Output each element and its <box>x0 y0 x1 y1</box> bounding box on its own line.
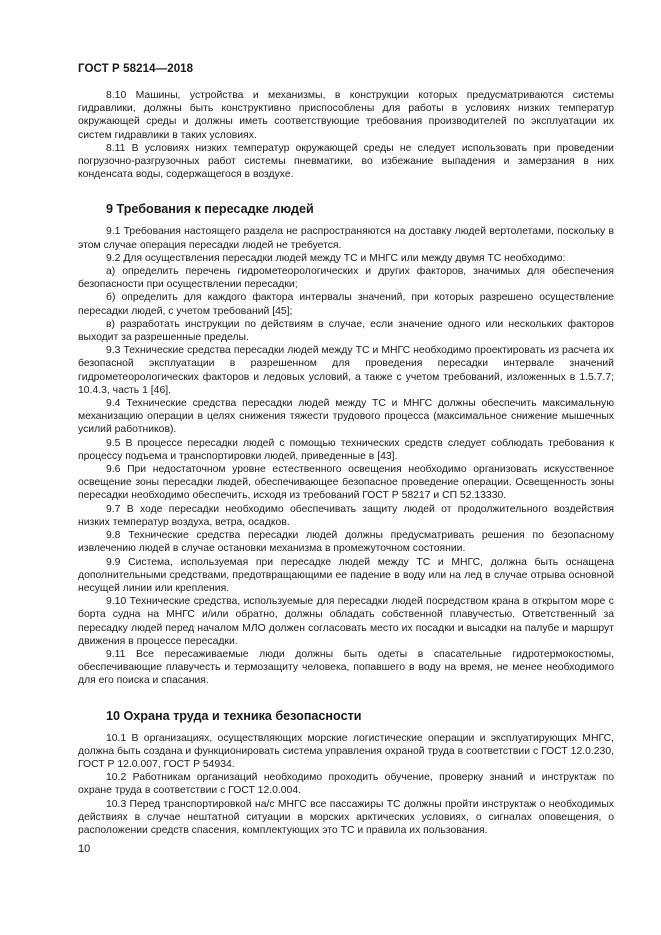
document-body <box>78 89 614 837</box>
paragraph-9-3: 9.3 Технические средства пересадки людей между ТС и МНГС необходимо проектировать из расчета их безопасной эксплуатации в разрешенном для проведения пересадки интервале значений гидрометеорологических факторов и ледовых условий, а также с учетом требований, изложенных в 1.5.7.7; 10.4.3, часть 1 [46]. <box>78 345 614 396</box>
paragraph-10-1: 10.1 В организациях, осуществляющих морские логистические операции и эксплуатирующих МНГС, должна быть создана и функционировать система управления охраной труда в соответствии с ГОСТ 12.0.230, ГОСТ Р 12.0.007, ГОСТ Р 54934. <box>78 732 614 770</box>
paragraph-9-8: 9.8 Технические средства пересадки людей должны предусматривать решения по безопасному извлечению людей в случае остановки механизма в промежуточном состоянии. <box>78 530 614 555</box>
paragraph-9-1: 9.1 Требования настоящего раздела не распространяются на доставку людей вертолетами, поскольку в этом случае операция пересадки людей не требуется. <box>78 226 614 251</box>
list-item-9-2-b: б) определить для каждого фактора интервалы значений, при которых разрешено осуществление пересадки людей, с учетом требований [45]; <box>78 292 614 317</box>
paragraph-9-9: 9.9 Система, используемая при пересадке людей между ТС и МНГС, должна быть оснащена дополнительными средствами, предотвращающими ее падение в воду или на лед в случае отрыва основной несущей линии или крепления. <box>78 556 614 594</box>
section-10-heading: 10 Охрана труда и техника безопасности <box>106 708 362 723</box>
paragraph-9-6: 9.6 При недостаточном уровне естественного освещения необходимо организовать искусственное освещение зоны пересадки людей, обеспечивающее безопасное проведение операции. Освещенность зоны пересадки необходимо обеспечить, исходя из требований ГОСТ Р 58217 и СП 52.13330. <box>78 464 614 502</box>
paragraph-9-2: 9.2 Для осуществления пересадки людей между ТС и МНГС или между двумя ТС необходимо: <box>106 252 566 264</box>
paragraph-10-2: 10.2 Работникам организаций необходимо проходить обучение, проверку знаний и инструктаж по охране труда в соответствии с ГОСТ 12.0.004. <box>78 772 614 797</box>
list-item-9-2-c: в) разработать инструкции по действиям в случае, если значение одного или нескольких факторов выходит за разрешенные пределы. <box>78 318 614 344</box>
paragraph-9-7: 9.7 В ходе пересадки необходимо обеспечивать защиту людей от продолжительного воздействия низких температур воздуха, ветра, осадков. <box>78 503 614 528</box>
paragraph-9-4: 9.4 Технические средства пересадки людей между ТС и МНГС должны обеспечить максимальную механизацию операции в целях снижения тяжести трудового процесса (максимальное снижение мышечных усилий работников). <box>78 398 614 436</box>
paragraph-8-10: 8.10 Машины, устройства и механизмы, в конструкции которых предусматриваются системы гидравлики, должны быть конструктивно приспособлены для работы в условиях низких температур окружающей среды и должны иметь соответствующие требования производителей по эксплуатации их систем гидравлики в таких условиях. <box>78 90 614 141</box>
paragraph-9-10: 9.10 Технические средства, используемые для пересадки людей посредством крана в открытом море с борта судна на МНГС и/или обратно, должны обладать собственной плавучестью. Ответственный за пересадку людей перед началом МЛО должен согласовать место их посадки и высадки на палубе и маршрут движения в процессе пересадки. <box>78 596 614 647</box>
section-9-heading: 9 Требования к пересадке людей <box>106 202 314 217</box>
list-item-9-2-a: а) определить перечень гидрометеорологических и других факторов, значимых для обеспечения безопасности при осуществлении пересадки; <box>78 266 614 291</box>
paragraph-9-11: 9.11 Все пересаживаемые люди должны быть одеты в спасательные гидротермокостюмы, обеспечивающие плавучесть и термозащиту человека, попавшего в воду на время, не менее необходимого для его поиска и спасания. <box>78 648 614 687</box>
paragraph-9-5: 9.5 В процессе пересадки людей с помощью технических средств следует соблюдать требования к процессу подъема и транспортировки людей, приведенные в [43]. <box>78 437 614 462</box>
paragraph-10-3: 10.3 Перед транспортировкой на/с МНГС все пассажиры ТС должны пройти инструктаж о необходимых действиях в случае нештатной ситуации в морских арктических условиях, о сигналах оповещения, о расположении средств спасения, комплектующих это ТС и правила их пользования. <box>78 798 614 836</box>
standard-code-header: ГОСТ Р 58214—2018 <box>78 63 194 75</box>
paragraph-8-11: 8.11 В условиях низких температур окружающей среды не следует использовать при проведении погрузочно-разгрузочных работ системы пневматики, во избежание выпадения и замерзания в них конденсата воды, содержащегося в воздухе. <box>78 142 614 181</box>
page-number: 10 <box>78 843 91 855</box>
